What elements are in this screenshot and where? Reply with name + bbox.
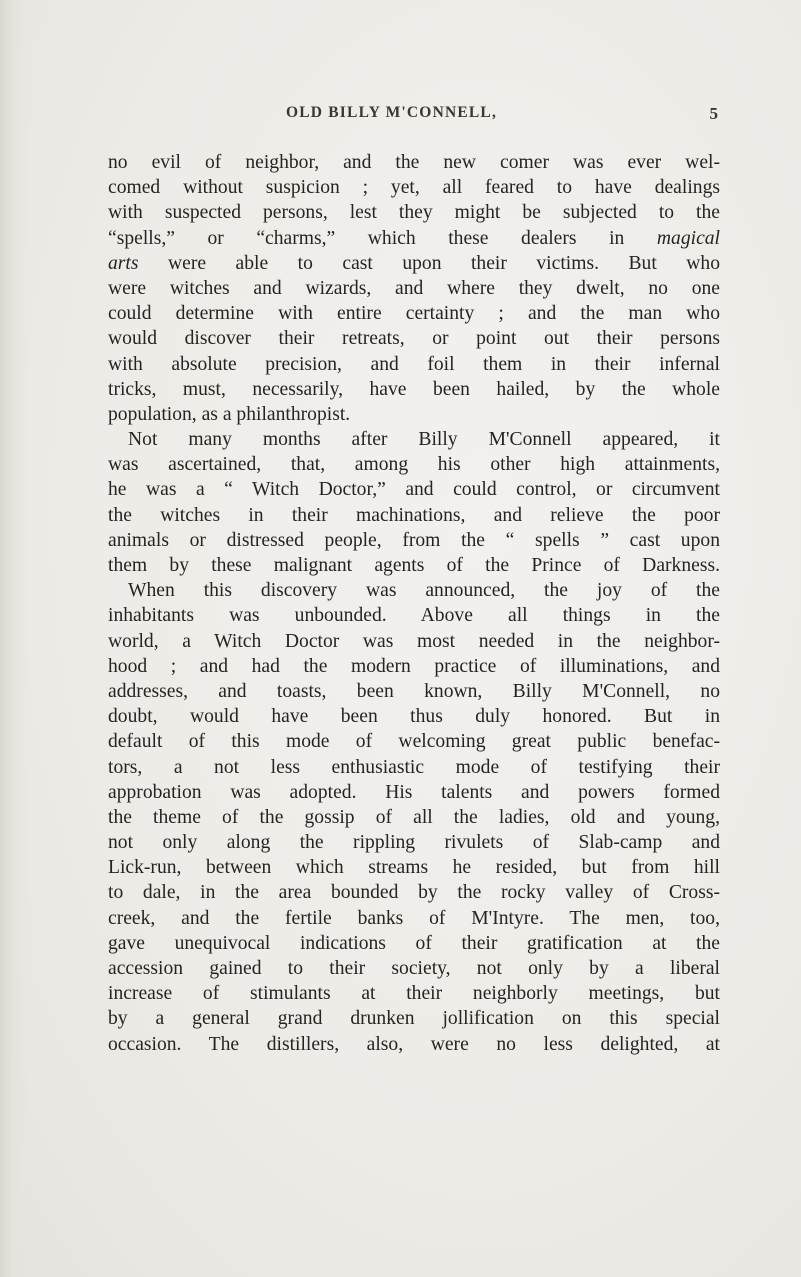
text-line: inhabitants was unbounded. Above all things in the [108, 605, 720, 627]
text-line: not only along the rippling rivulets of Slab-camp and [108, 832, 720, 854]
italic-text: arts [108, 252, 139, 274]
text-line: doubt, would have been thus duly honored. But in [108, 706, 720, 728]
text-line: by a general grand drunken jollification on this special [108, 1008, 720, 1030]
running-title: OLD BILLY M'CONNELL, [286, 104, 498, 121]
text-line: arts were able to cast upon their victims. But who [108, 252, 720, 274]
text-line: world, a Witch Doctor was most needed in the neighbor- [108, 630, 720, 652]
text-line: them by these malignant agents of the Prince of Darkness. [108, 555, 720, 576]
text-line: Not many months after Billy M'Connell appeared, it [128, 429, 720, 451]
text-line: tors, a not less enthusiastic mode of testifying their [108, 756, 720, 778]
text-line: gave unequivocal indications of their gratification at the [108, 932, 720, 954]
text-line: animals or distressed people, from the “ spells ” cast upon [108, 529, 720, 551]
text-line: the witches in their machinations, and relieve the poor [108, 504, 720, 526]
text-line: “spells,” or “charms,” which these dealers in magical [108, 227, 720, 249]
text-line: When this discovery was announced, the joy of the [128, 580, 720, 602]
binding-gutter-shadow [0, 0, 28, 1277]
text-line: comed without suspicion ; yet, all feared to have dealings [108, 177, 720, 199]
text-line: addresses, and toasts, been known, Billy M'Connell, no [108, 680, 720, 702]
text-line: tricks, must, necessarily, have been hailed, by the whole [108, 378, 720, 400]
text-line: would discover their retreats, or point out their persons [108, 328, 720, 350]
text-line: accession gained to their society, not only by a liberal [108, 958, 720, 979]
text-line: Lick-run, between which streams he resided, but from hill [108, 857, 720, 879]
text-line: no evil of neighbor, and the new comer was ever wel- [108, 152, 720, 173]
italic-text: magical [656, 227, 720, 249]
body-text [108, 150, 720, 1057]
text-line: the theme of the gossip of all the ladies, old and young, [108, 806, 720, 828]
text-line: increase of stimulants at their neighborly meetings, but [108, 983, 720, 1005]
running-head [108, 104, 718, 128]
text-line: default of this mode of welcoming great public benefac- [108, 731, 720, 753]
text-line: he was a “ Witch Doctor,” and could control, or circumvent [108, 479, 720, 501]
text-line: occasion. The distillers, also, were no less delighted, at [108, 1033, 720, 1055]
text-line: with suspected persons, lest they might be subjected to the [108, 202, 720, 224]
text-line: population, as a philanthropist. [108, 403, 351, 425]
text-line: could determine with entire certainty ; and the man who [108, 303, 720, 325]
text-line: was ascertained, that, among his other high attainments, [108, 454, 720, 476]
text-line: approbation was adopted. His talents and powers formed [108, 781, 720, 803]
page-number: 5 [709, 104, 718, 123]
text-line: creek, and the fertile banks of M'Intyre. The men, too, [108, 907, 720, 929]
text-line: were witches and wizards, and where they dwelt, no one [108, 277, 720, 299]
text-line: with absolute precision, and foil them in their infernal [108, 353, 720, 375]
text-line: hood ; and had the modern practice of illuminations, and [108, 655, 720, 677]
text-line: to dale, in the area bounded by the rocky valley of Cross- [108, 882, 720, 904]
